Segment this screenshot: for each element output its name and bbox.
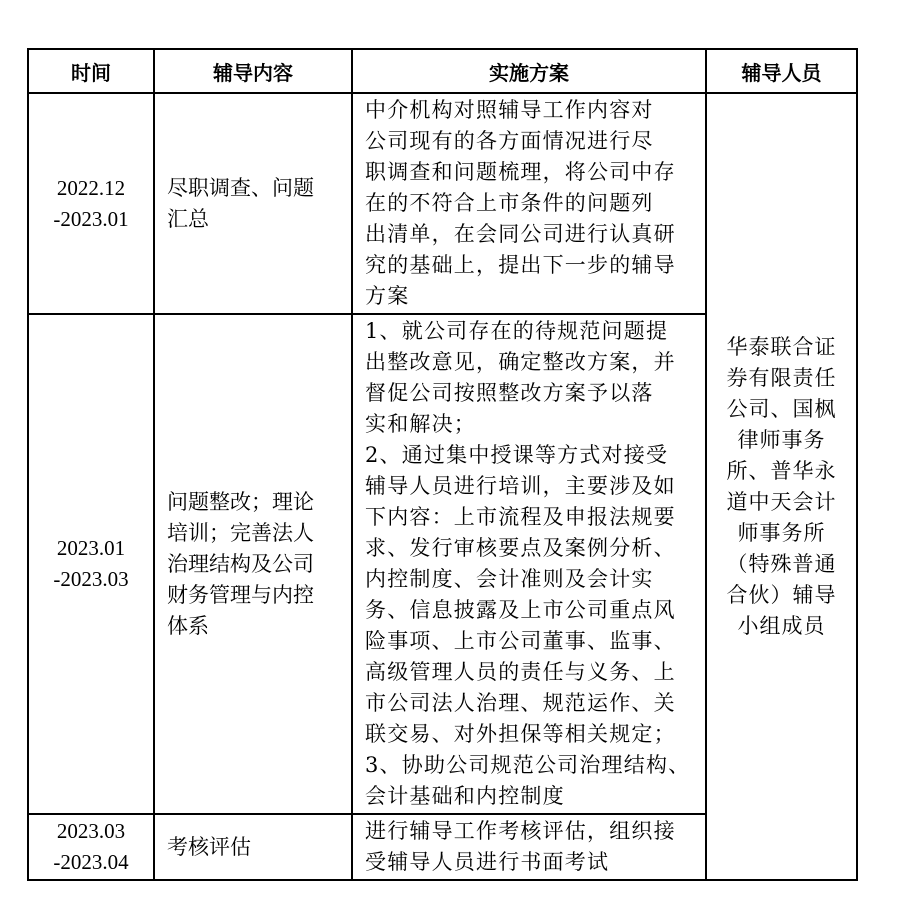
content-cell <box>154 314 352 814</box>
header-plan: 实施方案 <box>352 49 706 93</box>
personnel-cell-line: 道中天会计 <box>726 489 837 514</box>
plan-cell-line: 3、协助公司规范公司治理结构、 <box>365 753 691 777</box>
plan-cell-line: 公司现有的各方面情况进行尽 <box>365 129 654 153</box>
content-cell <box>154 814 352 880</box>
plan-cell-line: 究的基础上，提出下一步的辅导 <box>365 253 676 277</box>
header-row <box>28 49 857 93</box>
plan-cell <box>352 814 706 880</box>
plan-cell-line: 进行辅导工作考核评估，组织接 <box>365 819 676 843</box>
table-row <box>28 93 857 314</box>
content-cell-line: 体系 <box>167 613 209 638</box>
plan-cell-line: 1、就公司存在的待规范问题提 <box>365 319 669 343</box>
content-cell-line: 尽职调查、问题 <box>167 175 314 200</box>
plan-cell-line: 职调查和问题梳理，将公司中存 <box>365 160 676 184</box>
plan-cell-line: 督促公司按照整改方案予以落 <box>365 381 654 405</box>
content-cell-line: 汇总 <box>167 206 209 231</box>
plan-cell-line: 出整改意见，确定整改方案，并 <box>365 350 676 374</box>
period-cell-line: -2023.04 <box>53 850 129 874</box>
period-cell-line: 2023.03 <box>56 819 126 843</box>
plan-cell-line: 险事项、上市公司董事、监事、 <box>365 629 676 653</box>
plan-cell-line: 2、通过集中授课等方式对接受 <box>365 443 669 467</box>
personnel-cell-line: 券有限责任 <box>726 365 837 390</box>
personnel-cell-line: 合伙）辅导 <box>726 582 837 607</box>
personnel-cell-line: 小组成员 <box>737 613 826 638</box>
plan-cell-line: 求、发行审核要点及案例分析、 <box>365 536 676 560</box>
plan-cell-line: 辅导人员进行培训，主要涉及如 <box>365 474 676 498</box>
period-cell <box>28 93 154 314</box>
personnel-cell <box>706 93 857 880</box>
content-cell-line: 问题整改；理论 <box>167 489 314 514</box>
header-personnel: 辅导人员 <box>706 49 857 93</box>
header-time: 时间 <box>28 49 154 93</box>
plan-cell-line: 出清单，在会同公司进行认真研 <box>365 222 676 246</box>
plan-cell <box>352 314 706 814</box>
plan-cell-line: 内控制度、会计准则及会计实 <box>365 567 654 591</box>
period-cell-line: 2022.12 <box>56 175 126 200</box>
plan-cell-line: 务、信息披露及上市公司重点风 <box>365 598 676 622</box>
personnel-cell-line: 师事务所 <box>737 520 826 545</box>
period-cell-line: 2023.01 <box>56 536 126 560</box>
personnel-cell-line: 律师事务 <box>737 427 826 452</box>
plan-cell-line: 中介机构对照辅导工作内容对 <box>365 98 654 122</box>
period-cell-line: -2023.01 <box>53 206 129 231</box>
plan-cell-line: 联交易、对外担保等相关规定； <box>365 722 676 746</box>
period-cell-line: -2023.03 <box>53 567 129 591</box>
tutoring-schedule-table <box>27 48 858 881</box>
content-cell-line: 治理结构及公司 <box>167 551 314 576</box>
header-content: 辅导内容 <box>154 49 352 93</box>
personnel-cell-line: 所、普华永 <box>726 458 837 483</box>
plan-cell-line: 受辅导人员进行书面考试 <box>365 850 610 874</box>
plan-cell-line: 市公司法人治理、规范运作、关 <box>365 691 676 715</box>
plan-cell-line: 会计基础和内控制度 <box>365 784 565 808</box>
plan-cell-line: 实和解决； <box>365 412 476 436</box>
plan-cell <box>352 93 706 314</box>
content-cell-line: 考核评估 <box>167 834 251 859</box>
period-cell <box>28 814 154 880</box>
period-cell <box>28 314 154 814</box>
personnel-cell-line: 华泰联合证 <box>726 334 837 359</box>
plan-cell-line: 方案 <box>365 284 410 308</box>
content-cell-line: 培训；完善法人 <box>167 520 314 545</box>
personnel-cell-line: 公司、国枫 <box>726 396 837 421</box>
plan-cell-line: 高级管理人员的责任与义务、上 <box>365 660 676 684</box>
content-cell-line: 财务管理与内控 <box>167 582 314 607</box>
plan-cell-line: 在的不符合上市条件的问题列 <box>365 191 654 215</box>
content-cell <box>154 93 352 314</box>
personnel-cell-line: （特殊普通 <box>726 551 837 576</box>
plan-cell-line: 下内容：上市流程及申报法规要 <box>365 505 676 529</box>
